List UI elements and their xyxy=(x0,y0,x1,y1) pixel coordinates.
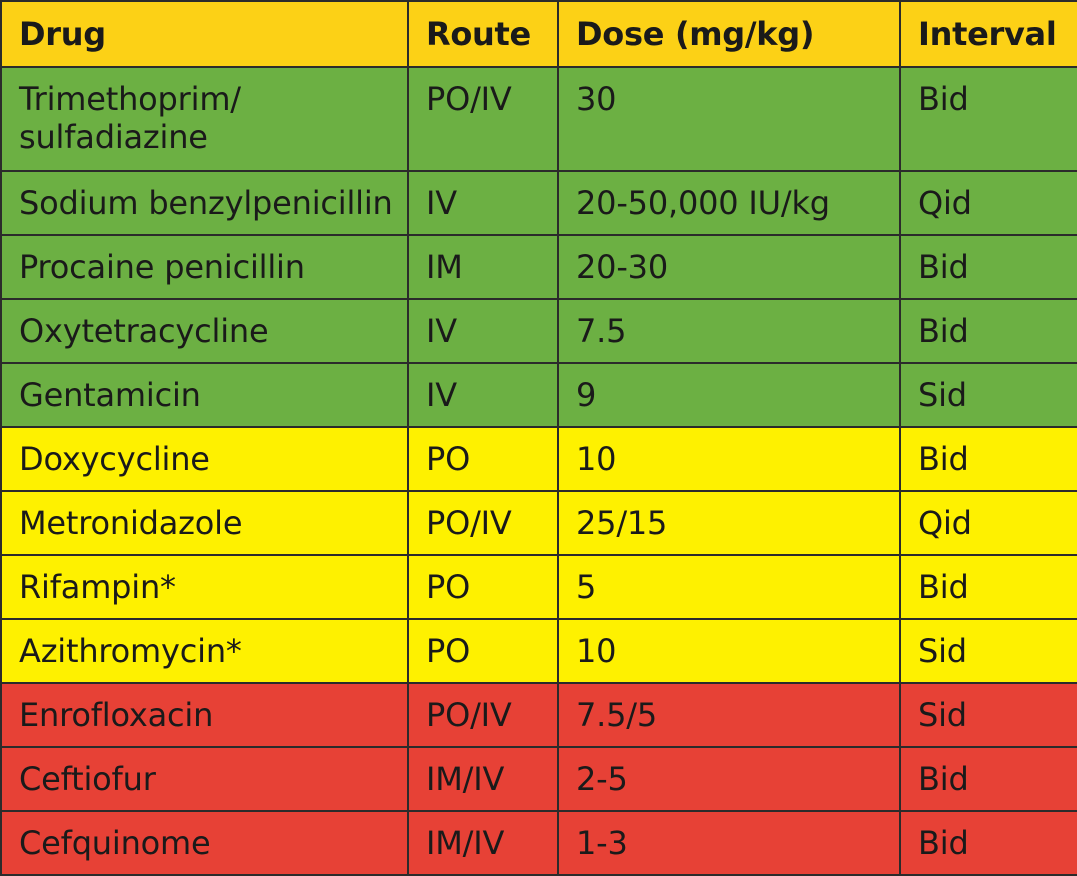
cell-drug xyxy=(1,171,408,235)
cell-dose: 1-3 xyxy=(558,811,900,875)
table-row xyxy=(1,299,1077,363)
table-row xyxy=(1,427,1077,491)
header-route: Route xyxy=(408,1,558,67)
cell-interval: Bid xyxy=(900,235,1077,299)
cell-interval: Bid xyxy=(900,747,1077,811)
cell-route: PO xyxy=(408,427,558,491)
drug-name: Sodium benzylpenicillin xyxy=(19,184,393,222)
cell-dose: 10 xyxy=(558,619,900,683)
cell-drug xyxy=(1,619,408,683)
cell-route: IV xyxy=(408,171,558,235)
cell-route: PO xyxy=(408,555,558,619)
cell-dose: 7.5 xyxy=(558,299,900,363)
cell-route: PO xyxy=(408,619,558,683)
cell-dose: 5 xyxy=(558,555,900,619)
cell-dose: 7.5/5 xyxy=(558,683,900,747)
cell-drug xyxy=(1,811,408,875)
drug-name: Trimethoprim/ sulfadiazine xyxy=(19,80,241,156)
cell-interval: Bid xyxy=(900,427,1077,491)
cell-route: IM/IV xyxy=(408,811,558,875)
cell-interval: Sid xyxy=(900,619,1077,683)
cell-drug xyxy=(1,67,408,171)
header-row xyxy=(1,1,1077,67)
header-drug: Drug xyxy=(1,1,408,67)
cell-route: PO/IV xyxy=(408,683,558,747)
table-row xyxy=(1,235,1077,299)
cell-dose: 10 xyxy=(558,427,900,491)
drug-name: Metronidazole xyxy=(19,504,243,542)
table-row xyxy=(1,67,1077,171)
cell-interval: Bid xyxy=(900,555,1077,619)
cell-dose: 2-5 xyxy=(558,747,900,811)
table-row xyxy=(1,619,1077,683)
drug-name: Procaine penicillin xyxy=(19,248,305,286)
cell-route: IM/IV xyxy=(408,747,558,811)
drug-name: Doxycycline xyxy=(19,440,210,478)
cell-interval: Bid xyxy=(900,67,1077,171)
cell-route: IV xyxy=(408,299,558,363)
table-header xyxy=(1,1,1077,67)
cell-dose: 25/15 xyxy=(558,491,900,555)
cell-drug xyxy=(1,235,408,299)
cell-route: IM xyxy=(408,235,558,299)
cell-drug xyxy=(1,683,408,747)
cell-interval: Qid xyxy=(900,491,1077,555)
cell-drug xyxy=(1,491,408,555)
cell-route: IV xyxy=(408,363,558,427)
drug-name: Ceftiofur xyxy=(19,760,156,798)
cell-dose: 9 xyxy=(558,363,900,427)
header-interval: Interval xyxy=(900,1,1077,67)
drug-name: Rifampin* xyxy=(19,568,176,606)
cell-interval: Bid xyxy=(900,299,1077,363)
drug-name: Enrofloxacin xyxy=(19,696,214,734)
cell-interval: Sid xyxy=(900,683,1077,747)
header-dose: Dose (mg/kg) xyxy=(558,1,900,67)
drug-name: Gentamicin xyxy=(19,376,201,414)
cell-drug xyxy=(1,555,408,619)
cell-route: PO/IV xyxy=(408,67,558,171)
cell-interval: Sid xyxy=(900,363,1077,427)
cell-dose: 20-30 xyxy=(558,235,900,299)
drug-name: Cefquinome xyxy=(19,824,211,862)
table-body xyxy=(1,67,1077,875)
table-row xyxy=(1,683,1077,747)
table-row xyxy=(1,811,1077,875)
table-row xyxy=(1,171,1077,235)
cell-drug xyxy=(1,427,408,491)
drug-name: Oxytetracycline xyxy=(19,312,269,350)
drug-name: Azithromycin* xyxy=(19,632,242,670)
table-row xyxy=(1,555,1077,619)
table-row xyxy=(1,363,1077,427)
cell-drug xyxy=(1,747,408,811)
cell-interval: Bid xyxy=(900,811,1077,875)
cell-route: PO/IV xyxy=(408,491,558,555)
table-row xyxy=(1,491,1077,555)
cell-interval: Qid xyxy=(900,171,1077,235)
cell-drug xyxy=(1,363,408,427)
cell-dose: 20-50,000 IU/kg xyxy=(558,171,900,235)
cell-dose: 30 xyxy=(558,67,900,171)
table-row xyxy=(1,747,1077,811)
cell-drug xyxy=(1,299,408,363)
